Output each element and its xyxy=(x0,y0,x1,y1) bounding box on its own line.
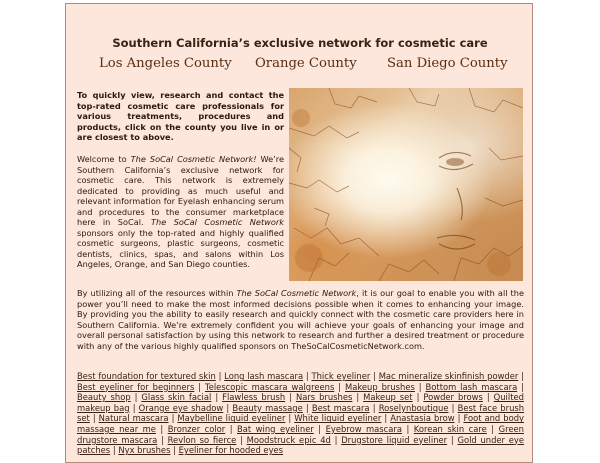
product-link[interactable]: Best foundation for textured skin xyxy=(77,371,216,381)
product-link[interactable]: Beauty shop xyxy=(77,392,131,403)
link-separator: | xyxy=(215,392,219,403)
link-separator: | xyxy=(240,434,243,445)
link-separator: | xyxy=(112,445,116,456)
product-link-list xyxy=(77,371,524,456)
product-link[interactable]: Long lash mascara xyxy=(224,371,304,381)
link-separator: | xyxy=(491,423,495,434)
link-separator: | xyxy=(198,381,202,392)
product-link[interactable]: Glass skin facial xyxy=(141,392,212,403)
welcome-text xyxy=(77,154,284,270)
welcome-text-part: Welcome to xyxy=(77,154,131,164)
county-nav xyxy=(66,56,534,76)
link-separator: | xyxy=(334,434,338,445)
product-link[interactable]: Beauty massage xyxy=(232,402,303,413)
product-link[interactable]: Best face brush set xyxy=(77,402,525,424)
intro-text: To quickly view, research and contact the top-rated cosmetic care professionals for various treatments, procedures and products, click on the county you live in or are closest to above. xyxy=(77,90,284,142)
product-link[interactable]: Foot and body massage near me xyxy=(77,413,524,434)
product-link[interactable]: Bronzer color xyxy=(167,423,226,434)
link-separator: | xyxy=(92,413,96,424)
link-separator: | xyxy=(416,392,420,403)
link-separator: | xyxy=(160,423,164,434)
product-link[interactable]: Eyeliner for hooded eyes xyxy=(178,445,284,456)
product-link[interactable]: Nyx brushes xyxy=(118,445,171,456)
product-link[interactable]: Orange eye shadow xyxy=(138,402,224,413)
county-link-orange[interactable]: Orange County xyxy=(255,56,357,71)
link-separator: | xyxy=(373,371,376,381)
link-separator: | xyxy=(451,402,455,413)
product-link[interactable]: Anastasia brow xyxy=(390,413,455,424)
link-separator: | xyxy=(173,445,176,456)
county-link-los-angeles[interactable]: Los Angeles County xyxy=(99,56,232,71)
product-link[interactable]: Makeup set xyxy=(363,392,413,403)
product-link[interactable]: Gold under eye patches xyxy=(77,434,524,456)
network-name: The SoCal Cosmetic Network xyxy=(236,288,357,298)
link-separator: | xyxy=(338,381,342,392)
link-separator: | xyxy=(226,402,230,413)
product-link[interactable]: Eyebrow mascara xyxy=(325,423,402,434)
hero-image xyxy=(289,88,523,281)
product-link[interactable]: Thick eyeliner xyxy=(311,371,371,381)
link-separator: | xyxy=(134,392,138,403)
product-link[interactable]: Flawless brush xyxy=(222,392,286,403)
product-link[interactable]: Roselynboutique xyxy=(378,402,449,413)
product-link[interactable]: Bat wing eyeliner xyxy=(237,423,314,434)
link-separator: | xyxy=(161,434,164,445)
link-separator: | xyxy=(486,392,490,403)
link-separator: | xyxy=(521,371,524,381)
content-panel xyxy=(65,3,533,463)
product-link[interactable]: Best mascara xyxy=(311,402,370,413)
network-name: The SoCal Cosmetic Network! xyxy=(130,154,257,164)
product-link[interactable]: Green drugstore mascara xyxy=(77,423,524,445)
goal-text-part: By utilizing all of the resources within xyxy=(77,288,237,298)
link-separator: | xyxy=(356,392,360,403)
goal-text-part: , it is our goal to enable you with all the power you’ll need to make the most informed decisions possible when it comes to enhancing your image. By providing you the ability to easily research and quickly connect with the cosmetic care providers here in Southern California. We’re extremely confident you will achieve your goals of enhancing your image and overall personal satisfaction by using this network to research and further a desired treatment or procedure with any of the various highly qualified sponsors on TheSoCalCosmeticNetwork.com. xyxy=(77,288,524,351)
product-link[interactable]: Best eyeliner for beginners xyxy=(77,381,195,392)
product-link[interactable]: Revlon so fierce xyxy=(167,434,237,445)
link-separator: | xyxy=(406,423,410,434)
cracked-earth-face-illustration xyxy=(289,88,523,281)
link-separator: | xyxy=(418,381,422,392)
link-separator: | xyxy=(229,423,233,434)
link-separator: | xyxy=(218,371,222,381)
link-separator: | xyxy=(305,402,309,413)
product-link[interactable]: Telescopic mascara walgreens xyxy=(205,381,335,392)
link-separator: | xyxy=(318,423,322,434)
link-separator: | xyxy=(288,413,292,424)
product-link[interactable]: Powder brows xyxy=(423,392,483,403)
link-separator: | xyxy=(457,413,461,424)
network-name: The SoCal Cosmetic Network xyxy=(151,217,284,227)
link-separator: | xyxy=(372,402,376,413)
link-separator: | xyxy=(289,392,292,403)
product-link[interactable]: Mac mineralize skinfinish powder xyxy=(378,371,519,381)
link-separator: | xyxy=(171,413,175,424)
link-separator: | xyxy=(450,434,454,445)
welcome-text-part: sponsors only the top-rated and highly qualified cosmetic surgeons, plastic surgeons, cosmetic dentists, clinics, spas, and salons within Los Angeles, Orange, and San Diego counties. xyxy=(77,227,284,269)
product-link[interactable]: Maybelline liquid eyeliner xyxy=(177,413,286,424)
link-separator: | xyxy=(384,413,388,424)
page-headline: Southern California’s exclusive network for cosmetic care xyxy=(112,36,488,50)
welcome-text-part: We’re Southern California’s exclusive network for cosmetic care. This network is extremely dedicated to providing as much useful and relevant information for Eyelash enhancing serum and procedures to the consumer marketplace here in SoCal. xyxy=(77,154,284,227)
link-separator: | xyxy=(305,371,309,381)
link-separator: | xyxy=(132,402,136,413)
product-link[interactable]: White liquid eyeliner xyxy=(294,413,382,424)
product-link[interactable]: Bottom lash mascara xyxy=(425,381,518,392)
goal-text xyxy=(77,288,524,351)
product-link[interactable]: Moodstruck epic 4d xyxy=(246,434,331,445)
county-link-san-diego[interactable]: San Diego County xyxy=(387,56,508,71)
product-link[interactable]: Korean skin care xyxy=(413,423,487,434)
product-link[interactable]: Quilted makeup bag xyxy=(77,392,524,413)
product-link[interactable]: Nars brushes xyxy=(295,392,353,403)
link-separator: | xyxy=(521,381,524,392)
product-link[interactable]: Drugstore liquid eyeliner xyxy=(341,434,448,445)
product-link[interactable]: Makeup brushes xyxy=(345,381,415,392)
product-link[interactable]: Natural mascara xyxy=(98,413,169,424)
